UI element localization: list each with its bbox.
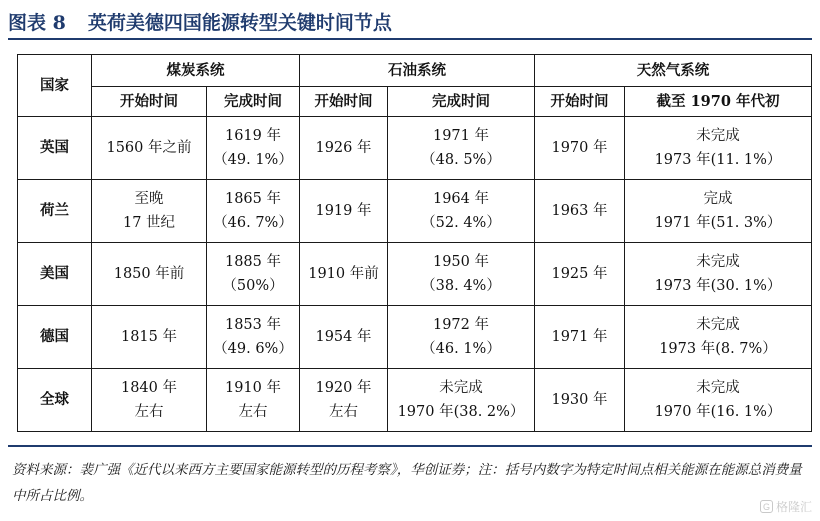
country-cell: 荷兰 [18, 180, 92, 243]
cell-oil-start [300, 369, 388, 432]
cell-coal-end [207, 117, 300, 180]
cell-line: （38. 4%） [421, 278, 501, 294]
subheader-gas-start: 开始时间 [535, 87, 625, 117]
cell-gas-start [535, 243, 625, 306]
cell-oil-end [388, 180, 535, 243]
table-row [18, 180, 812, 243]
cell-line: 1970 年(16. 1%） [654, 404, 782, 420]
cell-gas-start [535, 180, 625, 243]
cell-line: 1972 年 [432, 317, 489, 333]
cell-line: 未完成 [696, 317, 740, 333]
country-cell: 英国 [18, 117, 92, 180]
cell-line: 1971 年 [432, 128, 489, 144]
cell-line: 1973 年(30. 1%） [654, 278, 782, 294]
cell-oil-end [388, 369, 535, 432]
cell-line: 1970 年(38. 2%） [397, 404, 525, 420]
table-row [18, 117, 812, 180]
cell-line: 1865 年 [224, 191, 281, 207]
cell-gas-status [625, 180, 812, 243]
cell-gas-status [625, 117, 812, 180]
cell-line: 1850 年前 [113, 266, 185, 282]
group-header-gas: 天然气系统 [535, 55, 812, 87]
cell-gas-start [535, 369, 625, 432]
country-header: 国家 [18, 55, 92, 117]
cell-line: 1926 年 [315, 140, 372, 156]
cell-oil-end [388, 306, 535, 369]
cell-oil-start [300, 180, 388, 243]
cell-line: 1973 年(8. 7%） [659, 341, 777, 357]
cell-line: 1925 年 [551, 266, 608, 282]
cell-line: （49. 1%） [213, 152, 293, 168]
figure-label: 图表 8 [8, 11, 66, 34]
group-header-oil: 石油系统 [300, 55, 535, 87]
cell-line: 1971 年(51. 3%） [654, 215, 782, 231]
cell-line: （50%） [222, 278, 284, 294]
table-row [18, 369, 812, 432]
cell-line: 左右 [134, 404, 164, 420]
cell-gas-start [535, 117, 625, 180]
cell-line: 1930 年 [551, 392, 608, 408]
watermark [760, 498, 812, 515]
cell-line: 1910 年前 [308, 266, 379, 282]
cell-line: （49. 6%） [213, 341, 293, 357]
cell-line: 未完成 [439, 380, 483, 396]
cell-line: 1560 年之前 [106, 140, 192, 156]
cell-gas-start [535, 306, 625, 369]
cell-line: 1950 年 [432, 254, 489, 270]
cell-coal-start [92, 306, 207, 369]
cell-oil-end [388, 243, 535, 306]
figure-title-bar [8, 4, 812, 40]
cell-line: （48. 5%） [421, 152, 501, 168]
source-note: 资料来源：裴广强《近代以来西方主要国家能源转型的历程考察》，华创证券；注：括号内数字为特定时间点相关能源在能源总消费量中所占比例。 [8, 445, 812, 509]
cell-line: 1840 年 [120, 380, 177, 396]
cell-coal-end [207, 369, 300, 432]
cell-gas-status [625, 306, 812, 369]
cell-coal-start [92, 117, 207, 180]
cell-gas-status [625, 369, 812, 432]
cell-line: 1885 年 [224, 254, 281, 270]
cell-line: 1954 年 [315, 329, 372, 345]
cell-line: 未完成 [696, 128, 740, 144]
watermark-logo-icon: G [760, 500, 773, 513]
cell-line: 1971 年 [551, 329, 608, 345]
cell-line: 完成 [703, 191, 733, 207]
energy-transition-table [17, 54, 812, 432]
cell-oil-start [300, 306, 388, 369]
cell-line: 1920 年 [315, 380, 372, 396]
figure-title: 英荷美德四国能源转型关键时间节点 [87, 11, 392, 34]
cell-line: 1910 年 [224, 380, 281, 396]
subheader-oil-end: 完成时间 [388, 87, 535, 117]
cell-line: 未完成 [696, 380, 740, 396]
cell-line: 1853 年 [224, 317, 281, 333]
cell-coal-end [207, 243, 300, 306]
cell-line: 左右 [238, 404, 268, 420]
header-row-subheaders [18, 87, 812, 117]
cell-coal-end [207, 180, 300, 243]
cell-line: 1815 年 [120, 329, 177, 345]
header-row-groups [18, 55, 812, 87]
table-row [18, 243, 812, 306]
cell-line: （46. 7%） [213, 215, 293, 231]
cell-line: 1970 年 [551, 140, 608, 156]
cell-coal-start [92, 369, 207, 432]
cell-line: 左右 [329, 404, 358, 420]
group-header-coal: 煤炭系统 [92, 55, 300, 87]
cell-line: 1973 年(11. 1%） [654, 152, 782, 168]
cell-line: 至晚 [134, 191, 164, 207]
country-cell: 美国 [18, 243, 92, 306]
table-row [18, 306, 812, 369]
cell-coal-end [207, 306, 300, 369]
cell-oil-start [300, 243, 388, 306]
cell-line: （52. 4%） [421, 215, 501, 231]
country-cell: 全球 [18, 369, 92, 432]
cell-line: 1963 年 [551, 203, 608, 219]
subheader-coal-start: 开始时间 [92, 87, 207, 117]
cell-oil-end [388, 117, 535, 180]
cell-gas-status [625, 243, 812, 306]
subheader-coal-end: 完成时间 [207, 87, 300, 117]
cell-coal-start [92, 180, 207, 243]
cell-line: 17 世纪 [122, 215, 176, 231]
cell-line: 未完成 [696, 254, 740, 270]
cell-line: 1964 年 [432, 191, 489, 207]
cell-oil-start [300, 117, 388, 180]
country-cell: 德国 [18, 306, 92, 369]
subheader-gas-status: 截至 1970 年代初 [625, 87, 812, 117]
subheader-oil-start: 开始时间 [300, 87, 388, 117]
cell-line: （46. 1%） [421, 341, 501, 357]
cell-line: 1619 年 [224, 128, 281, 144]
watermark-text: 格隆汇 [775, 500, 812, 514]
cell-line: 1919 年 [315, 203, 372, 219]
cell-coal-start [92, 243, 207, 306]
